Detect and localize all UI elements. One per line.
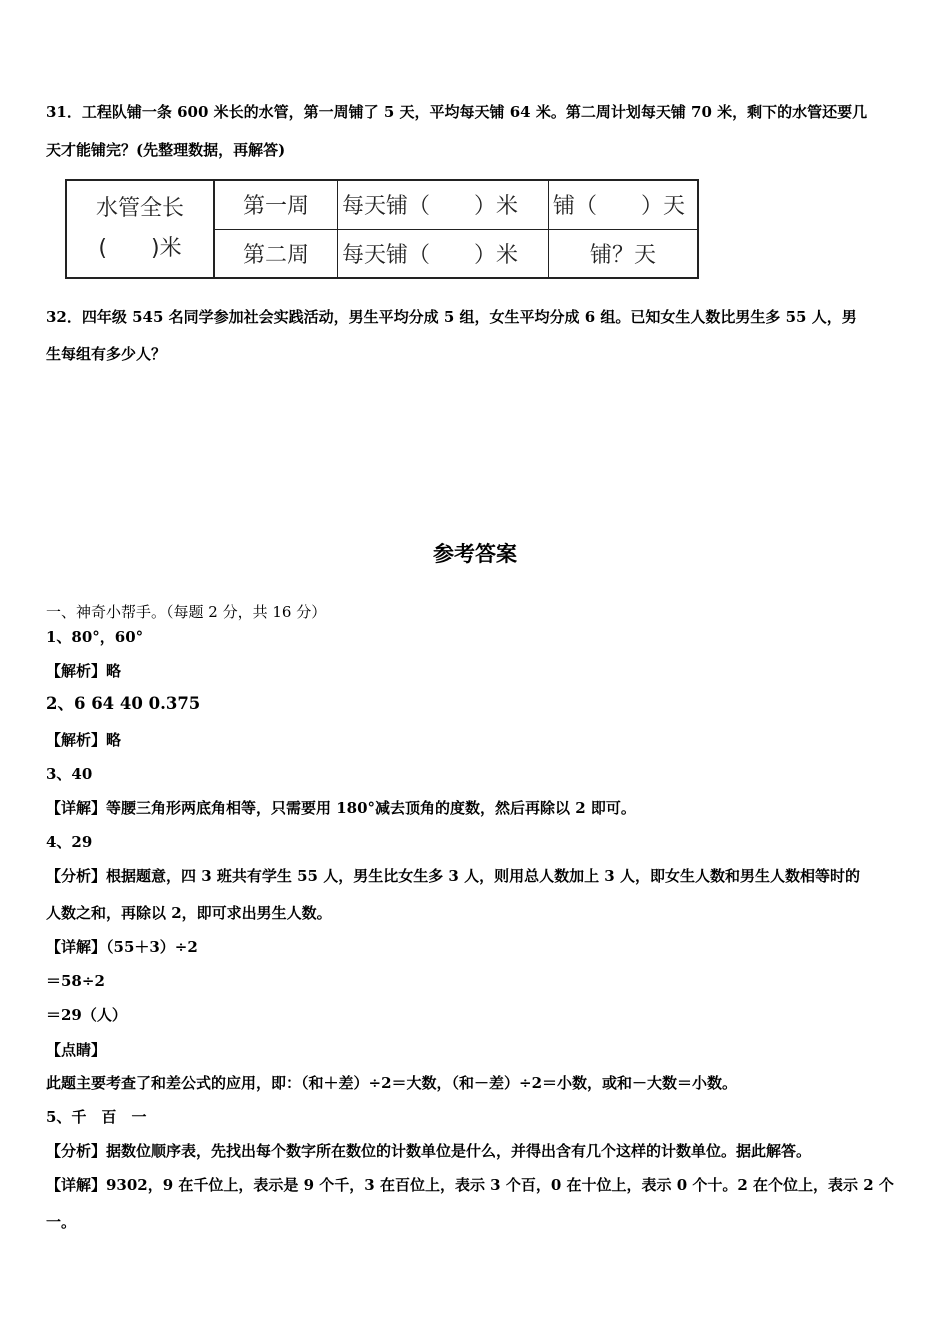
answer-4-detail-line1: 【详解】（55＋3）÷2 [46, 938, 198, 956]
answer-4-analysis-line1: 【分析】根据题意，四 3 班共有学生 55 人，男生比女生多 3 人，则用总人数加上 3 人，即女生人数和男生人数相等时的 [46, 867, 860, 885]
section1-heading: 一、神奇小帮手。（每题 2 分，共 16 分） [46, 603, 327, 621]
answer-5-detail-line2: 一。 [46, 1213, 77, 1231]
week2-daily: 每天铺（ ）米 [338, 229, 549, 278]
answer-2: 2、6 64 40 0.375 [46, 694, 201, 713]
total-length-unit: ( )米 [98, 236, 182, 261]
week2-days: 铺？天 [549, 229, 699, 278]
answer-4-analysis-line2: 人数之和，再除以 2，即可求出男生人数。 [46, 904, 332, 922]
answer-3-note: 【详解】等腰三角形两底角相等，只需要用 180°减去顶角的度数，然后再除以 2 即可。 [46, 799, 636, 817]
week1-daily: 每天铺（ ）米 [338, 180, 549, 229]
q31-text-line2: 天才能铺完？(先整理数据，再解答) [46, 141, 286, 159]
answer-3: 3、40 [46, 765, 93, 783]
answer-1: 1、80°，60° [46, 628, 144, 646]
week1-label: 第一周 [214, 180, 338, 229]
week2-label: 第二周 [214, 229, 338, 278]
answer-5-detail-line1: 【详解】9302，9 在千位上，表示是 9 个千，3 在百位上，表示 3 个百，0 在十位上，表示 0 个十。2 在个位上，表示 2 个 [46, 1176, 894, 1194]
week1-days: 铺（ ）天 [549, 180, 699, 229]
total-length-cell [66, 180, 214, 278]
answer-4-point-text: 此题主要考查了和差公式的应用，即：（和＋差）÷2＝大数，（和－差）÷2＝小数，或和－大数＝小数。 [46, 1074, 738, 1092]
answer-2-note: 【解析】略 [46, 731, 122, 749]
answer-4-point-label: 【点睛】 [46, 1041, 107, 1059]
answer-5-analysis: 【分析】据数位顺序表，先找出每个数字所在数位的计数单位是什么，并得出含有几个这样的计数单位。据此解答。 [46, 1142, 812, 1160]
answer-1-note: 【解析】略 [46, 662, 122, 680]
answer-4-detail-line2: ＝58÷2 [46, 972, 105, 990]
answer-5: 5、千 百 一 [46, 1108, 147, 1126]
answer-4: 4、29 [46, 833, 93, 851]
answer-4-detail-line3: ＝29（人） [46, 1006, 127, 1024]
q31-text-line1: 31．工程队铺一条 600 米长的水管，第一周铺了 5 天，平均每天铺 64 米。第二周计划每天铺 70 米，剩下的水管还要几 [46, 103, 868, 121]
q32-text-line2: 生每组有多少人？ [46, 345, 167, 363]
q32-text-line1: 32．四年级 545 名同学参加社会实践活动，男生平均分成 5 组，女生平均分成 6 组。已知女生人数比男生多 55 人，男 [46, 308, 857, 326]
total-length-label: 水管全长 [95, 196, 184, 221]
q31-data-table [65, 179, 699, 279]
answers-title: 参考答案 [433, 542, 517, 566]
